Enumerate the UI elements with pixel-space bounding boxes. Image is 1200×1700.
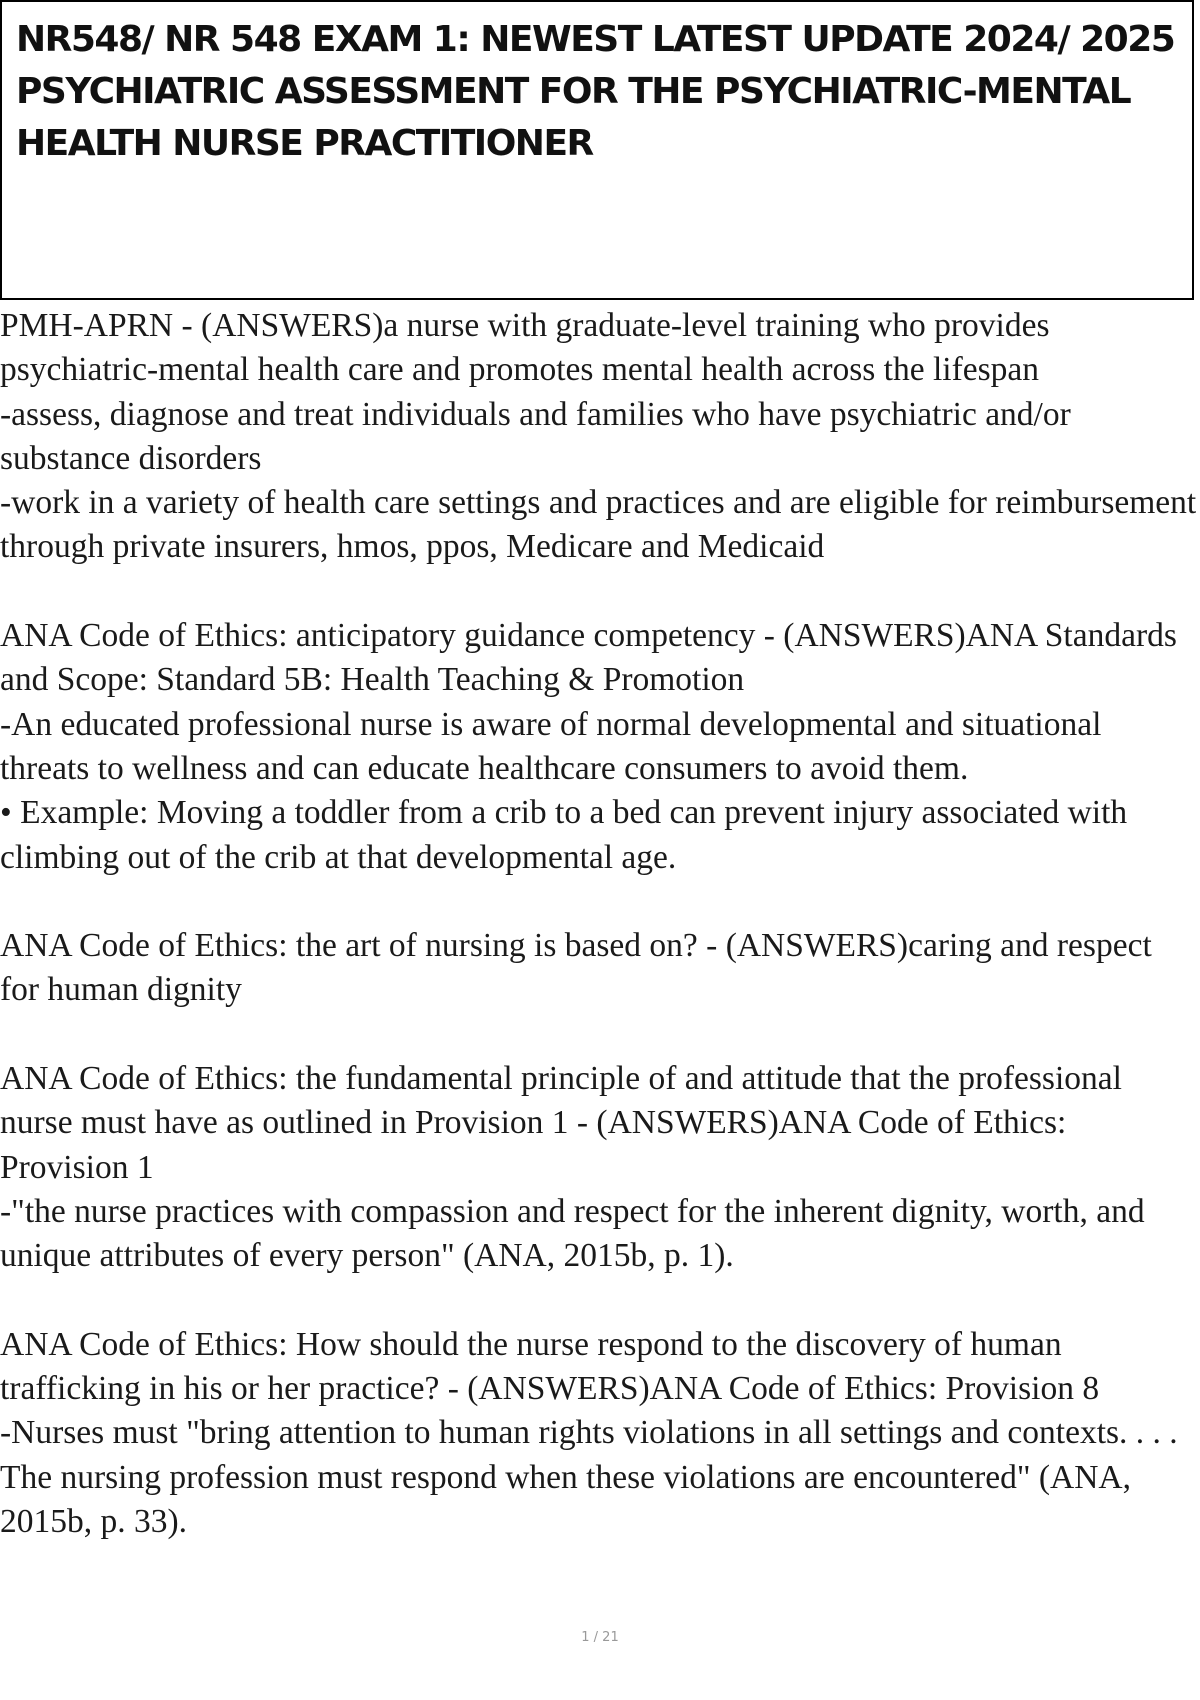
entry-question-answer: ANA Code of Ethics: the art of nursing is based on? - (ANSWERS)caring and respect for human dignity [0, 927, 1152, 1009]
entry-detail: -Nurses must "bring attention to human rights violations in all settings and contexts. . . . The nursing profession must respond when these violations are encountered" (ANA, 2015b, p. 33). [0, 1414, 1178, 1541]
entry-question-answer: ANA Code of Ethics: anticipatory guidance competency - (ANSWERS)ANA Standards and Scope: Standard 5B: Health Teaching & Promotion [0, 617, 1177, 699]
entry-detail: -work in a variety of health care settings and practices and are eligible for reimbursement through private insurers, hmos, ppos, Medicare and Medicaid [0, 484, 1197, 566]
qa-entry-anticipatory-guidance [0, 614, 1198, 880]
entry-question-answer: PMH-APRN - (ANSWERS)a nurse with graduate-level training who provides psychiatric-mental health care and promotes mental health across the lifespan [0, 307, 1050, 389]
entry-question-answer: ANA Code of Ethics: How should the nurse respond to the discovery of human trafficking in his or her practice? - (ANSWERS)ANA Code of Ethics: Provision 8 [0, 1325, 1100, 1408]
qa-entry-pmh-aprn [0, 304, 1198, 570]
title-box [0, 0, 1194, 300]
title-line: PSYCHIATRIC ASSESSMENT FOR THE PSYCHIATRIC-MENTAL [16, 71, 1131, 112]
title-line: HEALTH NURSE PRACTITIONER [16, 123, 593, 164]
entry-detail: -"the nurse practices with compassion and respect for the inherent dignity, worth, and unique attributes of every person" (ANA, 2015b, p. 1). [0, 1192, 1145, 1275]
qa-entry-art-of-nursing [0, 924, 1198, 1013]
entry-detail: • Example: Moving a toddler from a crib to a bed can prevent injury associated with climbing out of the crib at that developmental age. [0, 794, 1128, 876]
qa-entry-human-trafficking [0, 1323, 1198, 1544]
page-number: 1 / 21 [581, 1630, 619, 1645]
document-body [0, 304, 1198, 1589]
document-title [16, 14, 1178, 170]
entry-question-answer: ANA Code of Ethics: the fundamental principle of and attitude that the professional nurse must have as outlined in Provision 1 - (ANSWERS)ANA Code of Ethics: Provision 1 [0, 1060, 1122, 1186]
qa-entry-provision-1 [0, 1057, 1198, 1278]
entry-detail: -An educated professional nurse is aware of normal developmental and situational threats to wellness and can educate healthcare consumers to avoid them. [0, 705, 1102, 787]
title-line: NR548/ NR 548 EXAM 1: NEWEST LATEST UPDATE 2024/ 2025 [16, 19, 1175, 60]
entry-detail: -assess, diagnose and treat individuals and families who have psychiatric and/or substance disorders [0, 395, 1071, 477]
